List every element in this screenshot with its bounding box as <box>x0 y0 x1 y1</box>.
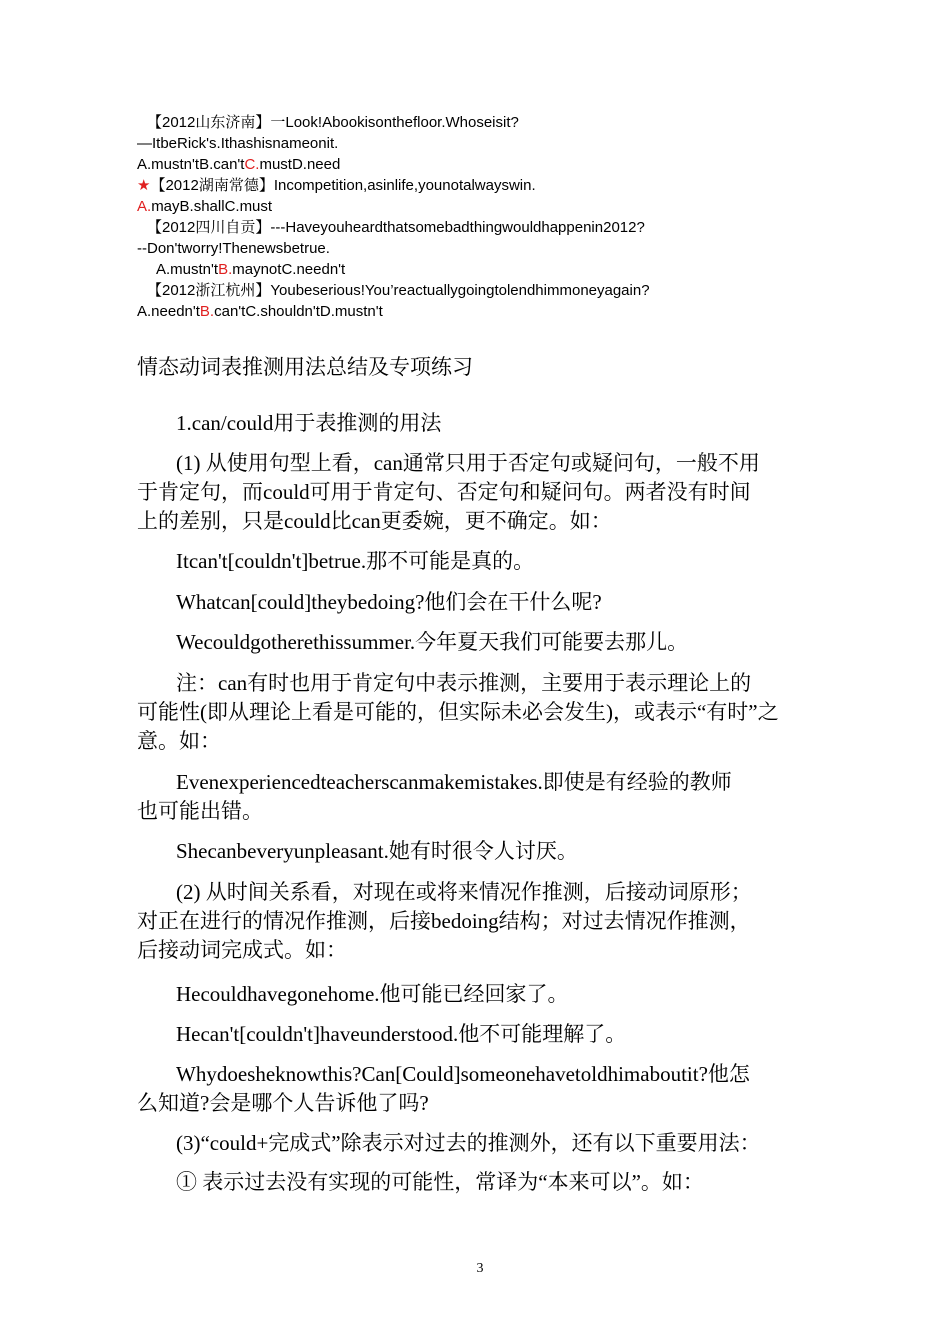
example-sentence: Hecan't[couldn't]haveunderstood.他不可能理解了。 <box>176 1022 627 1046</box>
option-b: can't <box>214 303 246 320</box>
paragraph-line: 后接动词完成式。如： <box>137 938 347 962</box>
paragraph-3: (3)“could+完成式”除表示对过去的推测外，还有以下重要用法： <box>176 1131 761 1155</box>
exercise-source: 【2012四川自贡】 <box>147 219 271 236</box>
question-text: 一Look!Abookisonthefloor.Whoseisit? <box>270 114 519 131</box>
list-item: ① 表示过去没有实现的可能性，常译为“本来可以”。如： <box>176 1170 704 1194</box>
paragraph-line: Evenexperiencedteacherscanmakemistakes.即使是有经验的教师 <box>176 770 732 794</box>
option-a: A.needn't <box>137 303 200 320</box>
option-a: A.mustn't <box>137 156 200 173</box>
answer-mark: A. <box>137 198 152 215</box>
exercise-source: 【2012湖南常德】 <box>150 177 274 194</box>
exercise-options <box>137 302 383 322</box>
exercise-source: 【2012浙江杭州】 <box>147 282 271 299</box>
option-c: C.needn't <box>281 261 346 278</box>
option-c: C.must <box>224 198 273 215</box>
example-sentence: Shecanbeveryunpleasant.她有时很令人讨厌。 <box>176 839 578 863</box>
option-b: maynot <box>232 261 282 278</box>
exercise-options <box>156 260 345 280</box>
option-b: B.can't <box>199 156 245 173</box>
exercise-question <box>137 176 536 196</box>
page-number: 3 <box>476 1261 484 1276</box>
exercise-dialogue: --Don'tworry!Thenewsbetrue. <box>137 240 330 257</box>
exercise-source: 【2012山东济南】 <box>147 114 271 131</box>
question-text: ---Haveyouheardthatsomebadthingwouldhappenin2012? <box>270 219 645 236</box>
option-b: B.shall <box>179 198 225 215</box>
star-icon: ★ <box>137 177 151 194</box>
option-d: D.need <box>291 156 341 173</box>
exercise-dialogue: —ItbeRick's.Ithashisnameonit. <box>137 135 339 152</box>
option-c: C.shouldn't <box>245 303 320 320</box>
paragraph-line: Whydoesheknowthis?Can[Could]someonehavetoldhimaboutit?他怎 <box>176 1062 750 1086</box>
answer-mark: B. <box>218 261 233 278</box>
option-c: must <box>259 156 292 173</box>
example-sentence: Hecouldhavegonehome.他可能已经回家了。 <box>176 982 569 1006</box>
example-sentence: Wecouldgotherethissummer.今年夏天我们可能要去那儿。 <box>176 630 689 654</box>
paragraph-line: 可能性(即从理论上看是可能的，但实际未必会发生)，或表示“有时”之 <box>137 700 779 724</box>
exercise-question <box>147 113 519 133</box>
paragraph-line: (1) 从使用句型上看，can通常只用于否定句或疑问句，一般不用 <box>176 451 760 475</box>
exercise-options <box>137 155 340 175</box>
example-sentence: Itcan't[couldn't]betrue.那不可能是真的。 <box>176 549 535 573</box>
paragraph-line: 么知道?会是哪个人告诉他了吗? <box>137 1091 429 1115</box>
article-title: 情态动词表推测用法总结及专项练习 <box>137 355 473 379</box>
paragraph-line: (2) 从时间关系看，对现在或将来情况作推测，后接动词原形； <box>176 880 752 904</box>
option-d: D.mustn't <box>319 303 383 320</box>
question-text: Incompetition,asinlife,younotalwayswin. <box>273 177 536 194</box>
option-a: A.mustn't <box>156 261 219 278</box>
answer-mark: B. <box>199 303 215 320</box>
exercise-question <box>147 281 650 301</box>
example-sentence: Whatcan[could]theybedoing?他们会在干什么呢? <box>176 590 602 614</box>
paragraph-line: 上的差别，只是could比can更委婉，更不确定。如： <box>137 509 612 533</box>
exercise-options <box>137 197 272 217</box>
paragraph-line: 注：can有时也用于肯定句中表示推测，主要用于表示理论上的 <box>176 671 752 695</box>
paragraph-line: 对正在进行的情况作推测，后接bedoing结构；对过去情况作推测， <box>137 909 751 933</box>
option-a: may <box>151 198 180 215</box>
paragraph-line: 也可能出错。 <box>137 799 263 823</box>
answer-mark: C. <box>244 156 260 173</box>
exercise-question <box>147 218 645 238</box>
section-heading: 1.can/could用于表推测的用法 <box>176 411 442 435</box>
paragraph-line: 于肯定句，而could可用于肯定句、否定句和疑问句。两者没有时间 <box>137 480 751 504</box>
question-text: Youbeserious!You’reactuallygoingtolendhimmoneyagain? <box>270 282 650 299</box>
paragraph-line: 意。如： <box>137 729 221 753</box>
